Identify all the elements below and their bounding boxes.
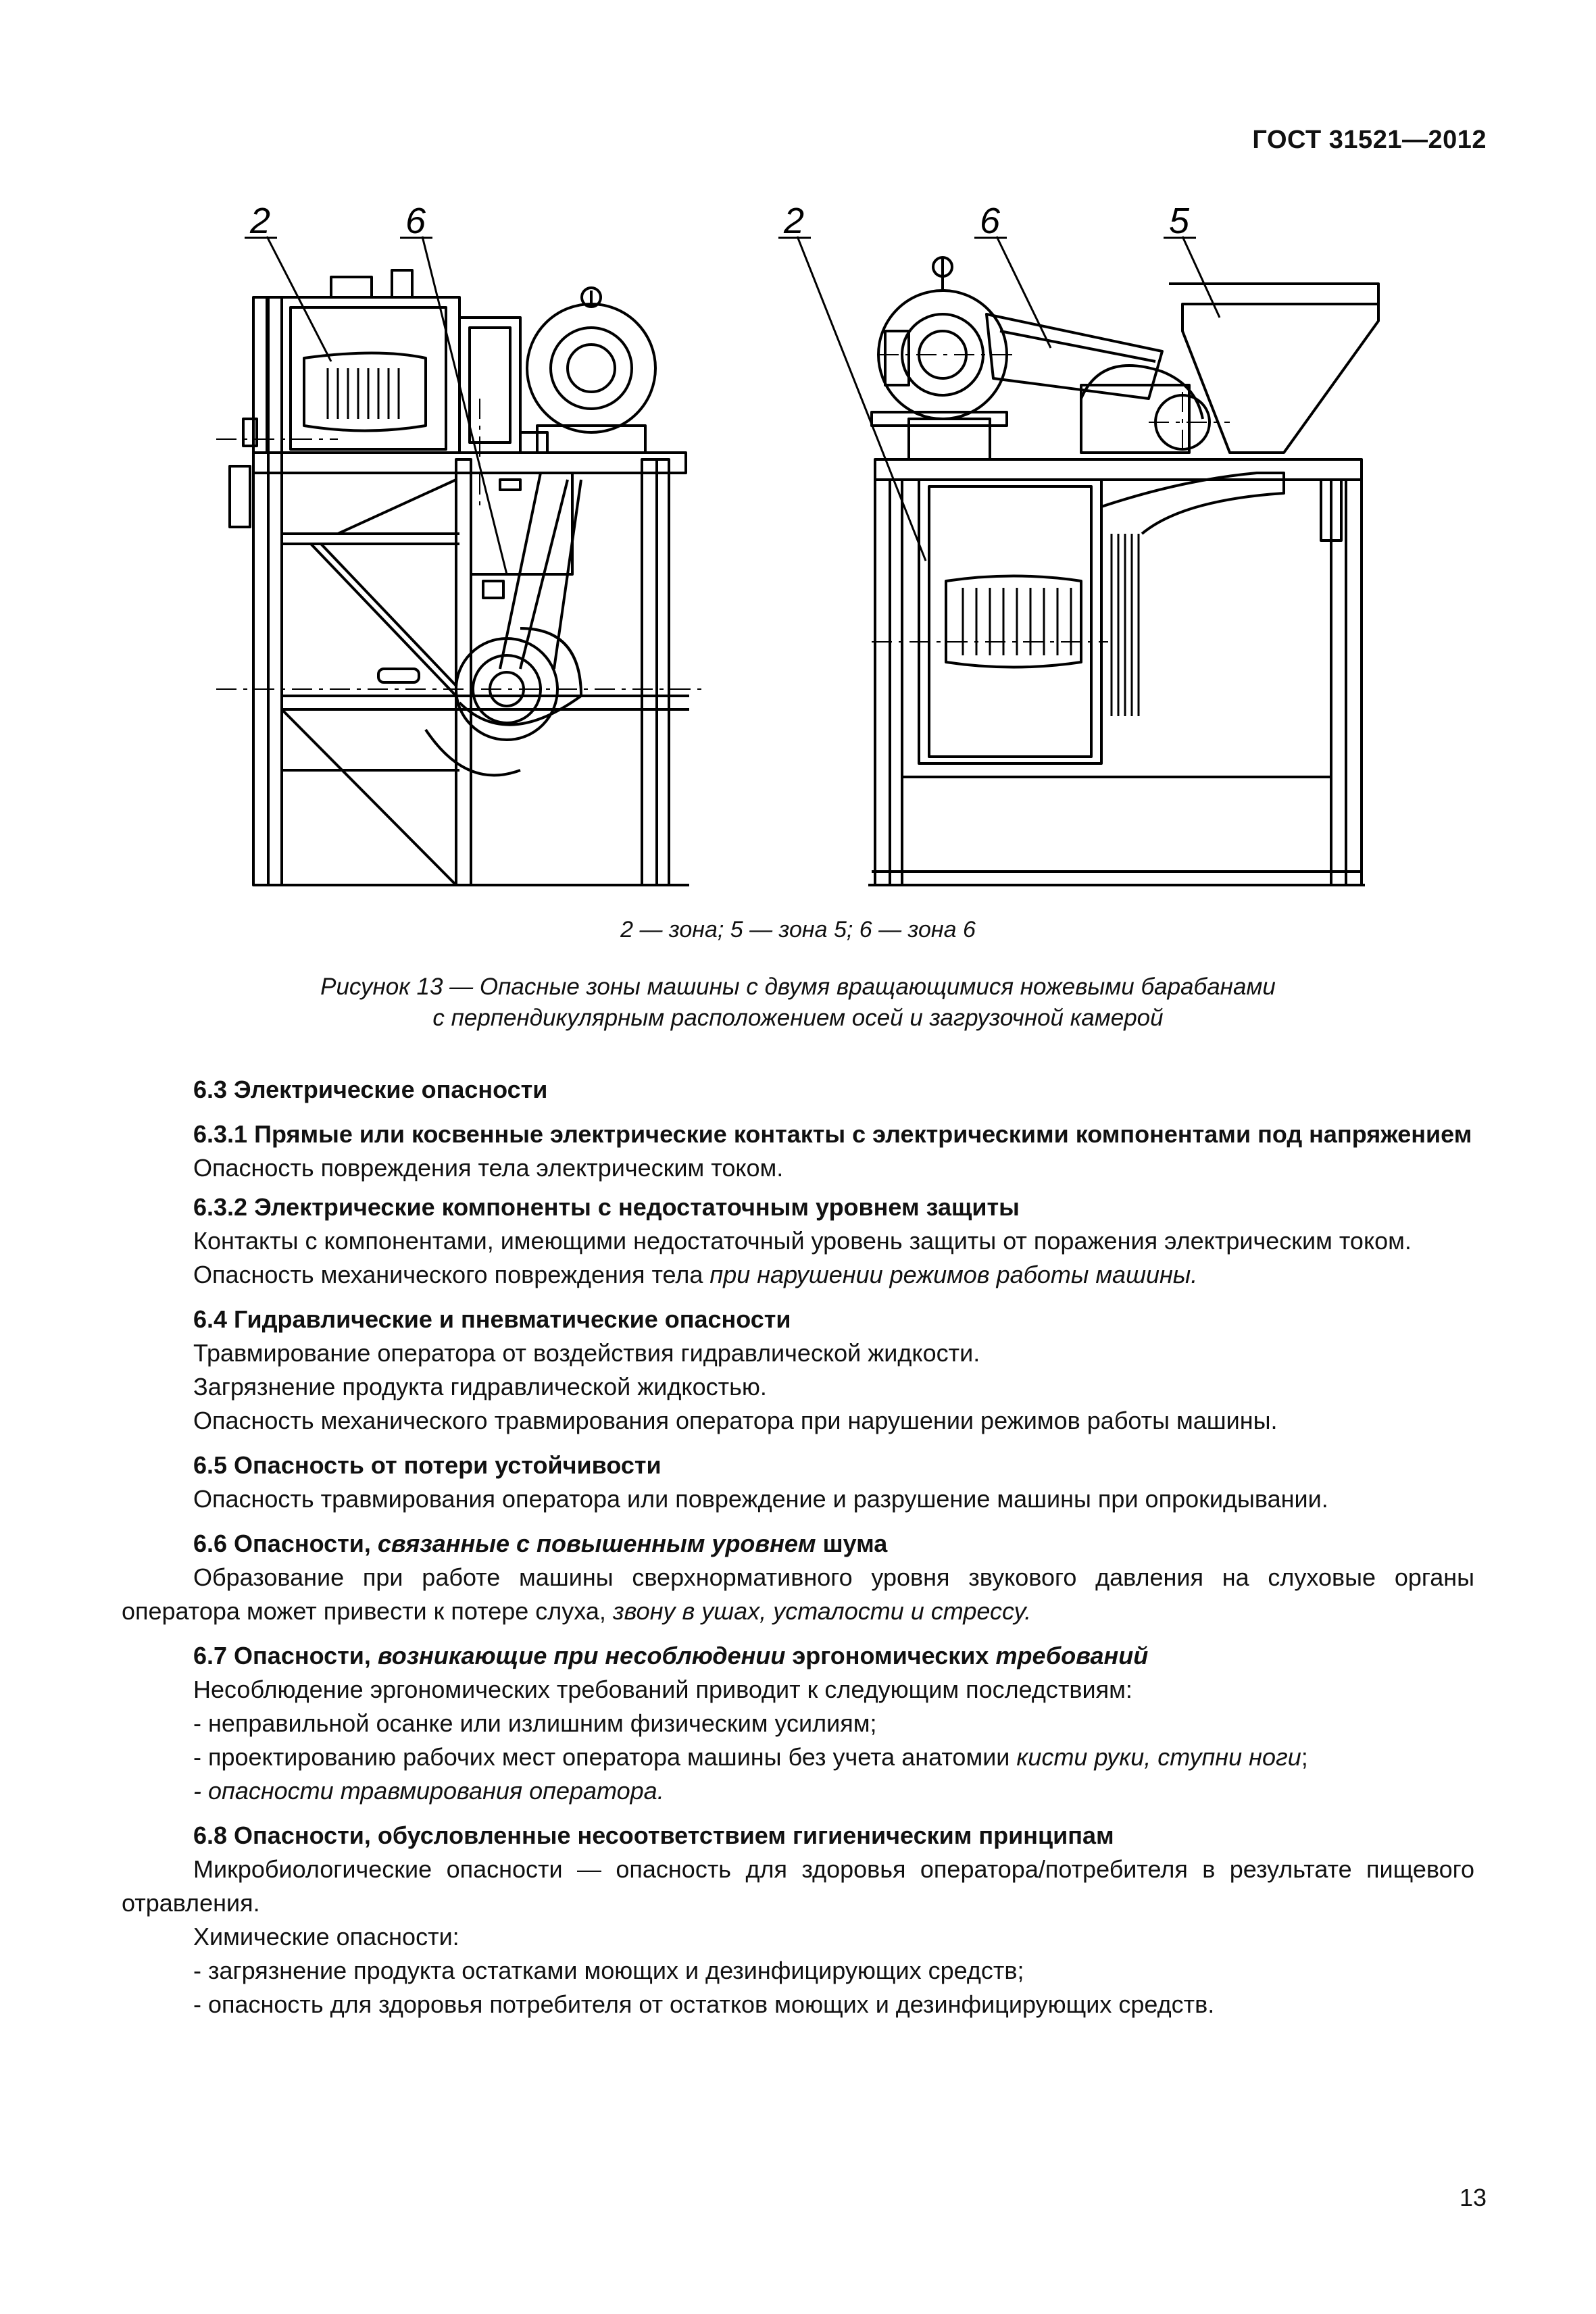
paragraph-6-8-b: Химические опасности: — [193, 1923, 459, 1951]
heading-6-6-b: связанные с повышенным уровнем — [377, 1530, 816, 1557]
list-item-6-7-2-end: ; — [1301, 1743, 1308, 1771]
paragraph-6-6 — [122, 1561, 1474, 1628]
paragraph-6-6-plain: Образование при работе машины сверхнормативного уровня звукового давления на слуховые органы оператора может привести к потере слуха, — [122, 1563, 1474, 1625]
list-item-6-7-1: - неправильной осанке или излишним физическим усилиям; — [193, 1709, 877, 1737]
paragraph-6-4-b: Загрязнение продукта гидравлической жидкостью. — [193, 1373, 767, 1401]
heading-6-3-1: 6.3.1 Прямые или косвенные электрические контакты с электрическими компонентами под напряжением — [193, 1120, 1472, 1148]
figure-legend: 2 — зона; 5 — зона 5; 6 — зона 6 — [620, 917, 976, 942]
ref-label-right-2: 2 — [784, 201, 805, 241]
list-item-6-8-2: - опасность для здоровья потребителя от остатков моющих и дезинфицирующих средств. — [193, 1990, 1215, 2018]
paragraph-6-4-a: Травмирование оператора от воздействия гидравлической жидкости. — [193, 1339, 980, 1367]
heading-6-3-2: 6.3.2 Электрические компоненты с недостаточным уровнем защиты — [193, 1193, 1020, 1221]
heading-6-7-b: возникающие при несоблюдении — [377, 1642, 786, 1669]
list-item-6-7-3 — [122, 1774, 1474, 1808]
list-item-6-8-1: - загрязнение продукта остатками моющих и дезинфицирующих средств; — [193, 1957, 1024, 1984]
machine-drawing — [203, 196, 1419, 905]
list-item-6-7-3-italic: - опасности травмирования оператора. — [193, 1777, 664, 1805]
paragraph-6-3-2-b-italic: при нарушении режимов работы машины. — [709, 1261, 1198, 1288]
ref-label-left-2: 2 — [250, 201, 271, 241]
heading-6-7-d: требований — [995, 1642, 1149, 1669]
heading-6-6-c: шума — [816, 1530, 888, 1557]
ref-label-right-6: 6 — [980, 201, 1001, 241]
list-item-6-7-2 — [122, 1740, 1474, 1774]
heading-6-8: 6.8 Опасности, обусловленные несоответствием гигиеническим принципам — [193, 1821, 1114, 1849]
heading-6-6 — [122, 1527, 1474, 1561]
ref-label-right-5: 5 — [1169, 201, 1190, 241]
figure-caption-line-1: Рисунок 13 — Опасные зоны машины с двумя вращающимися ножевыми барабанами — [320, 974, 1276, 1000]
paragraph-6-3-2-b — [122, 1258, 1474, 1292]
paragraph-6-3-2-b-plain: Опасность механического повреждения тела — [193, 1261, 710, 1288]
left-view — [216, 236, 703, 885]
document-code: ГОСТ 31521—2012 — [1252, 126, 1487, 154]
paragraph-6-5: Опасность травмирования оператора или повреждение и разрушение машины при опрокидывании. — [193, 1485, 1328, 1513]
heading-6-6-a: 6.6 Опасности, — [193, 1530, 378, 1557]
list-item-6-7-2-plain: - проектированию рабочих мест оператора машины без учета анатомии — [193, 1743, 1017, 1771]
figure-caption-line-2: с перпендикулярным расположением осей и загрузочной камерой — [432, 1005, 1164, 1031]
right-view — [797, 236, 1378, 885]
page-number: 13 — [1459, 2184, 1487, 2211]
paragraph-6-8-a: Микробиологические опасности — опасность для здоровья оператора/потребителя в результате пищевого отравления. — [122, 1855, 1474, 1917]
heading-6-7 — [122, 1639, 1474, 1673]
paragraph-6-7: Несоблюдение эргономических требований приводит к следующим последствиям: — [193, 1676, 1132, 1703]
paragraph-6-3-2-a: Контакты с компонентами, имеющими недостаточный уровень защиты от поражения электрическим током. — [193, 1227, 1412, 1255]
ref-label-left-6: 6 — [405, 201, 426, 241]
heading-6-5: 6.5 Опасность от потери устойчивости — [193, 1451, 662, 1479]
heading-6-4: 6.4 Гидравлические и пневматические опасности — [193, 1305, 791, 1333]
list-item-6-7-2-italic: кисти руки, ступни ноги — [1016, 1743, 1301, 1771]
document-body — [122, 1067, 1474, 2021]
heading-6-3: 6.3 Электрические опасности — [193, 1076, 548, 1103]
paragraph-6-6-italic: звону в ушах, усталости и стрессу. — [612, 1597, 1032, 1625]
paragraph-6-3-1: Опасность повреждения тела электрическим током. — [193, 1154, 784, 1182]
paragraph-6-4-c: Опасность механического травмирования оператора при нарушении режимов работы машины. — [193, 1407, 1278, 1434]
heading-6-7-c: эргономических — [785, 1642, 996, 1669]
figure-caption — [0, 972, 1596, 1034]
heading-6-7-a: 6.7 Опасности, — [193, 1642, 378, 1669]
